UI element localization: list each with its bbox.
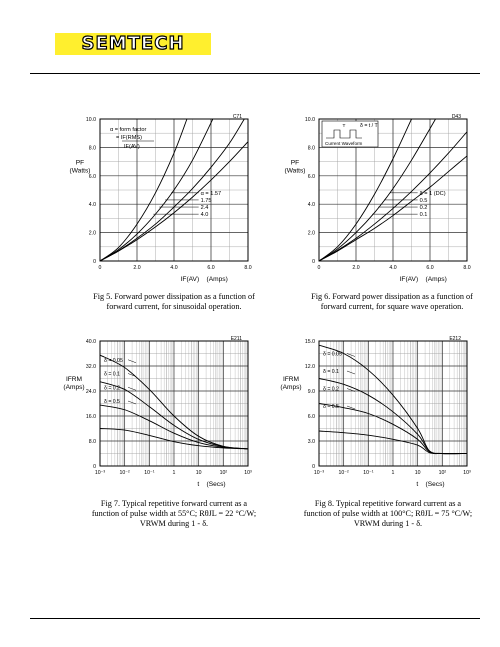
caption-fig5 (79, 292, 269, 312)
x-tick-label: 0 (317, 265, 321, 271)
x-axis-unit: (Amps) (206, 276, 228, 283)
caption-line: function of pulse width at 100°C; RθJL = 75 °C/W; (303, 509, 473, 518)
y-tick-label: 2.0 (307, 230, 315, 237)
chart-code: C71 (232, 114, 242, 120)
y-tick-label: 0 (312, 259, 315, 265)
caption-line: Fig 5. Forward power dissipation as a function of (93, 292, 255, 301)
chart-fig6 (273, 112, 483, 290)
x-tick-label: 10 (414, 470, 421, 476)
x-tick-label: 10⁻² (119, 470, 130, 476)
x-tick-label: 2.0 (352, 265, 360, 271)
x-axis-unit: (Amps) (425, 276, 447, 283)
x-tick-label: 1 (172, 470, 176, 476)
legend-label: 0.5 (419, 197, 428, 204)
y-tick-label: 2.0 (88, 230, 96, 237)
caption-line: forward current, for square wave operation. (320, 302, 464, 311)
legend-label: δ = 0.1 (104, 371, 121, 378)
y-tick-label: 0 (93, 259, 96, 265)
x-tick-label: 10⁻¹ (144, 470, 155, 476)
caption-line: forward current, for sinusoidal operation. (106, 302, 242, 311)
caption-fig6 (297, 292, 487, 312)
legend-label: δ = 0.5 (323, 404, 340, 410)
y-tick-label: 16.0 (85, 414, 96, 420)
caption-line: Fig 8. Typical repetitive forward current as a (314, 499, 462, 508)
annotation-text: = IF(RMS) (116, 135, 142, 141)
x-tick-label: 6.0 (207, 265, 215, 271)
y-tick-label: 40.0 (85, 339, 96, 345)
chart-code: D43 (451, 114, 461, 120)
semtech-logo (55, 33, 211, 55)
caption-line: VRWM during 1 - δ. (139, 519, 209, 528)
x-tick-label: 2.0 (133, 265, 141, 271)
y-axis-label: PF (75, 159, 85, 167)
y-tick-label: 10.0 (85, 117, 96, 123)
y-tick-label: 8.0 (88, 145, 96, 152)
x-tick-label: 10⁻¹ (363, 470, 374, 476)
caption-line: Fig 7. Typical repetitive forward current as a (100, 499, 248, 508)
legend-label: α = 1.57 (200, 190, 222, 197)
footer-rule (30, 618, 480, 619)
legend-label: δ = 0.2 (104, 385, 121, 392)
x-tick-label: 10⁻² (338, 470, 349, 476)
y-axis-unit: (Watts) (284, 167, 306, 175)
x-tick-label: 1 (391, 470, 395, 476)
x-tick-label: 10³ (244, 470, 252, 476)
chart-code: E211 (230, 336, 242, 342)
y-tick-label: 4.0 (307, 202, 315, 209)
legend-label: δ = 0.1 (323, 369, 340, 375)
x-axis-unit: (Secs) (425, 481, 445, 488)
caption-line: function of pulse width at 55°C; RθJL = 22 °C/W; (91, 509, 257, 518)
y-tick-label: 3.0 (307, 439, 315, 445)
x-tick-label: 8.0 (244, 265, 252, 271)
legend-label: δ = 1 (DC) (419, 190, 446, 197)
legend-label: 1.75 (200, 197, 212, 204)
x-tick-label: 8.0 (463, 265, 471, 271)
y-tick-label: 4.0 (88, 202, 96, 209)
legend-label: 4.0 (200, 212, 209, 219)
legend-label: δ = 0.5 (104, 399, 121, 405)
waveform-label: δ = t / T (360, 123, 378, 129)
chart-fig8 (273, 330, 483, 490)
legend-label: δ = 0.2 (323, 386, 340, 393)
chart-code: E212 (449, 336, 461, 342)
caption-fig8 (293, 499, 483, 529)
y-tick-label: 8.0 (307, 145, 315, 152)
y-tick-label: 8.0 (88, 439, 96, 445)
chart-fig7 (60, 330, 260, 490)
y-tick-label: 32.0 (85, 364, 96, 370)
y-axis-unit: (Amps) (280, 384, 302, 391)
chart-fig5 (60, 112, 260, 290)
y-tick-label: 6.0 (307, 414, 315, 420)
waveform-label: Current Waveform (325, 141, 363, 146)
x-axis-label: IF(AV) (399, 276, 419, 283)
x-tick-label: 10³ (463, 470, 471, 476)
annotation-text: IF(AV) (124, 144, 140, 150)
y-tick-label: 24.0 (85, 389, 96, 395)
x-tick-label: 10² (219, 470, 228, 476)
legend-label: 0.2 (419, 205, 428, 212)
y-axis-label: IFRM (65, 376, 83, 383)
y-tick-label: 0 (312, 464, 315, 470)
x-axis-label: IF(AV) (180, 276, 200, 283)
x-tick-label: 10⁻³ (313, 470, 325, 476)
x-tick-label: 4.0 (170, 265, 178, 271)
legend-label: 0.1 (419, 212, 428, 219)
y-tick-label: 9.0 (307, 389, 315, 395)
x-axis-unit: (Secs) (206, 481, 226, 488)
y-tick-label: 15.0 (304, 339, 315, 345)
caption-line: VRWM during 1 - δ. (353, 519, 423, 528)
caption-line: Fig 6. Forward power dissipation as a function of (311, 292, 473, 301)
y-tick-label: 10.0 (304, 117, 315, 123)
y-axis-label: PF (290, 159, 300, 167)
legend-label: δ = 0.05 (323, 351, 342, 358)
y-axis-unit: (Amps) (63, 384, 85, 391)
y-axis-unit: (Watts) (69, 167, 91, 175)
y-axis-label: IFRM (282, 376, 300, 383)
header-rule (30, 73, 480, 74)
logo-text: SEMTECH (81, 33, 185, 54)
x-tick-label: 10² (438, 470, 447, 476)
x-axis-label: t (197, 481, 200, 488)
annotation-text: α = form factor (110, 127, 147, 133)
x-tick-label: 6.0 (426, 265, 434, 271)
caption-fig7 (79, 499, 269, 529)
x-axis-label: t (416, 481, 419, 488)
x-tick-label: 0 (98, 265, 102, 271)
legend-label: δ = 0.05 (104, 357, 123, 364)
y-tick-label: 6.0 (88, 173, 96, 180)
x-tick-label: 10⁻³ (94, 470, 106, 476)
y-tick-label: 0 (93, 464, 96, 470)
y-tick-label: 12.0 (304, 364, 315, 370)
waveform-label: T (342, 124, 346, 129)
x-tick-label: 4.0 (389, 265, 397, 271)
legend-label: 2.4 (200, 205, 209, 212)
x-tick-label: 10 (195, 470, 202, 476)
y-tick-label: 6.0 (307, 173, 315, 180)
